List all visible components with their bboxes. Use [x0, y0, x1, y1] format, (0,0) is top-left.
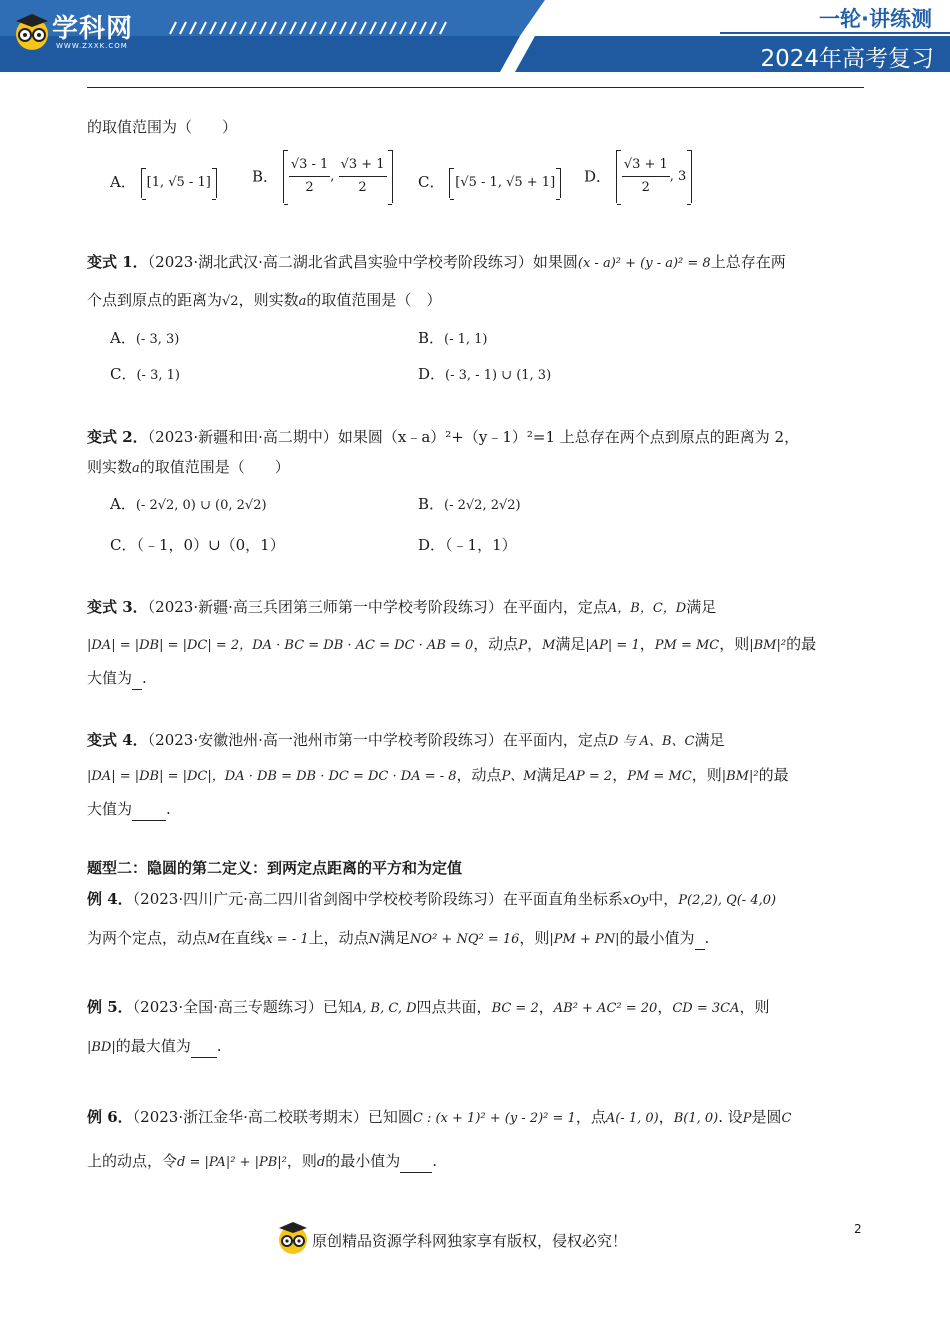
series-title: 一轮·讲练测 — [819, 7, 932, 31]
footer-owl-icon — [276, 1220, 310, 1256]
variant-4-line3: 大值为 . — [87, 798, 171, 821]
copyright-notice: 原创精品资源学科网独家享有版权，侵权必究！ — [312, 1232, 628, 1250]
example-5-line2: |BD|的最大值为 . — [87, 1035, 222, 1059]
variant-2-option-b: B．(- 2√2, 2√2) — [418, 495, 521, 513]
variant-1-option-b: B．(- 1, 1) — [418, 329, 488, 347]
variant-1-line1: 变式 1．（2023·湖北武汉·高二湖北省武昌实验中学校考阶段练习）如果圆(x - a)² + (y - a)² = 8上总存在两 — [87, 253, 786, 271]
variant-4-line1: 变式 4．（2023·安徽池州·高一池州市第一中学校考阶段练习）在平面内，定点D 与 A、B、C满足 — [87, 731, 725, 749]
example-6-line2: 上的动点，令d = |PA|² + |PB|²，则d的最小值为 . — [87, 1150, 437, 1174]
option-label: C． — [418, 173, 445, 191]
option-d-math: $\frac{√3 + 1}{2}$ , 3 — [616, 150, 693, 203]
example-6-line1: 例 6．（2023·浙江金华·高二校联考期末）已知圆C : (x + 1)² + (y - 2)² = 1，点A(- 1, 0)，B(1, 0). 设P是圆C — [87, 1108, 792, 1126]
prev-option-c — [418, 168, 561, 198]
prev-option-d — [584, 150, 692, 203]
example-4-line1: 例 4．（2023·四川广元·高二四川省剑阁中学校校考阶段练习）在平面直角坐标系xOy中，P(2,2), Q(- 4,0) — [87, 890, 777, 908]
option-b-math: $\frac{√3 - 1}{2}$ , $\frac{√3 + 1}{2}$ — [283, 150, 393, 203]
variant-2-option-c: C．（﹣1，0）∪（0，1） — [110, 536, 285, 554]
page-number: 2 — [854, 1222, 862, 1236]
variant-4-line2: |DA| = |DB| = |DC|，DA · DB = DB · DC = DC · DA = - 8，动点P、M满足AP = 2，PM = MC，则|BM|²的最 — [87, 766, 789, 784]
option-label: B． — [252, 167, 279, 186]
option-label: D． — [584, 167, 612, 186]
prev-option-b — [252, 150, 393, 203]
prev-option-a — [110, 168, 217, 198]
logo-text: 学科网 — [52, 14, 134, 44]
header-rule — [87, 87, 864, 88]
variant-1-option-d: D．(- 3, - 1) ∪ (1, 3) — [418, 365, 552, 383]
variant-3-line1: 变式 3．（2023·新疆·高三兵团第三师第一中学校考阶段练习）在平面内，定点A，B，C，D满足 — [87, 598, 717, 616]
variant-2-line2: 则实数a的取值范围是（ ） — [87, 458, 290, 476]
variant-2-option-a: A．(- 2√2, 0) ∪ (0, 2√2) — [110, 495, 267, 513]
variant-2-line1: 变式 2．（2023·新疆和田·高二期中）如果圆（x﹣a）²+（y﹣1）²=1 上总存在两个点到原点的距离为 2， — [87, 428, 800, 446]
option-c-math: [√5 - 1, √5 + 1] — [449, 168, 561, 198]
logo-url: WWW.ZXXK.COM — [56, 42, 128, 50]
variant-1-option-c: C．(- 3, 1) — [110, 365, 180, 383]
option-a-math: [1, √5 - 1] — [141, 168, 217, 198]
variant-3-line3: 大值为 . — [87, 667, 147, 690]
example-5-line1: 例 5．（2023·全国·高三专题练习）已知A, B, C, D四点共面，BC = 2，AB² + AC² = 20，CD = 3CA，则 — [87, 998, 770, 1016]
variant-3-line2: |DA| = |DB| = |DC| = 2，DA · BC = DB · AC = DC · AB = 0，动点P，M满足|AP| = 1，PM = MC，则|BM|²的最 — [87, 635, 817, 653]
logo-owl-icon — [12, 12, 52, 52]
review-title: 2024年高考复习 — [760, 46, 934, 72]
section-heading: 题型二：隐圆的第二定义：到两定点距离的平方和为定值 — [87, 859, 463, 877]
variant-1-line2: 个点到原点的距离为√2，则实数a的取值范围是（ ） — [87, 291, 442, 309]
variant-1-option-a: A．(- 3, 3) — [110, 329, 180, 347]
option-label: A． — [110, 173, 136, 191]
prev-question-stem: 的取值范围为（ ） — [87, 118, 238, 136]
variant-2-option-d: D．（﹣1，1） — [418, 536, 517, 554]
example-4-line2: 为两个定点，动点M在直线x = - 1上，动点N满足NO² + NQ² = 16，则|PM + PN|的最小值为 . — [87, 927, 709, 951]
